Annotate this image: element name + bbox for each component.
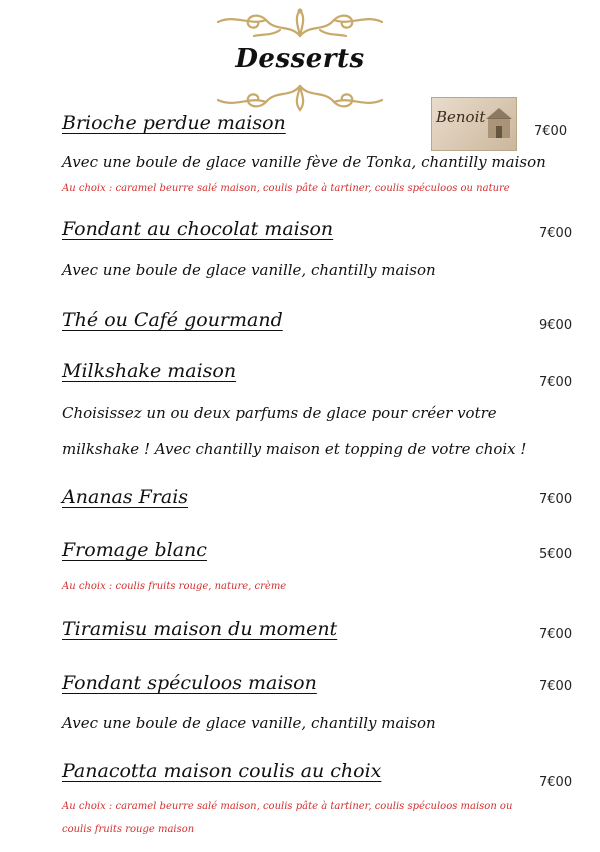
menu-item-choice: Au choix : caramel beurre salé maison, coulis pâte à tartiner, coulis spéculoos maison ou bbox=[62, 801, 513, 812]
menu-item-description: Avec une boule de glace vanille, chantilly maison bbox=[62, 261, 436, 279]
logo-text: Benoit bbox=[436, 108, 486, 126]
menu-item-price: 7€00 bbox=[539, 627, 573, 642]
page-title: Desserts bbox=[235, 44, 365, 74]
house-icon bbox=[485, 106, 513, 140]
menu-item-price: 7€00 bbox=[539, 775, 573, 790]
menu-item-name: Fondant au chocolat maison bbox=[62, 218, 334, 240]
menu-item-price: 7€00 bbox=[534, 124, 568, 139]
menu-item-price: 7€00 bbox=[539, 375, 573, 390]
menu-item-price: 7€00 bbox=[539, 679, 573, 694]
menu-item-description: milkshake ! Avec chantilly maison et topping de votre choix ! bbox=[62, 440, 527, 458]
menu-item-name: Ananas Frais bbox=[62, 486, 189, 508]
menu-item-name: Fondant spéculoos maison bbox=[62, 672, 317, 694]
menu-item-choice: Au choix : caramel beurre salé maison, coulis pâte à tartiner, coulis spéculoos ou nature bbox=[62, 183, 510, 194]
menu-item-name: Milkshake maison bbox=[62, 360, 237, 382]
menu-item-price: 7€00 bbox=[539, 492, 573, 507]
ornament-bottom-icon bbox=[210, 82, 390, 112]
menu-item-description: Choisissez un ou deux parfums de glace pour créer votre bbox=[62, 404, 497, 422]
menu-item-choice: Au choix : coulis fruits rouge, nature, crème bbox=[62, 581, 287, 592]
menu-item-description: Avec une boule de glace vanille, chantilly maison bbox=[62, 714, 436, 732]
menu-item-name: Panacotta maison coulis au choix bbox=[62, 760, 382, 782]
restaurant-logo bbox=[431, 97, 517, 151]
menu-item-price: 7€00 bbox=[539, 226, 573, 241]
menu-item-name: Thé ou Café gourmand bbox=[62, 309, 283, 331]
menu-item-price: 9€00 bbox=[539, 318, 573, 333]
menu-item-name: Tiramisu maison du moment bbox=[62, 618, 338, 640]
menu-item-name: Fromage blanc bbox=[62, 539, 207, 561]
menu-item-price: 5€00 bbox=[539, 547, 573, 562]
ornament-top-icon bbox=[210, 6, 390, 40]
menu-item-choice: coulis fruits rouge maison bbox=[62, 824, 195, 835]
menu-item-description: Avec une boule de glace vanille fève de Tonka, chantilly maison bbox=[62, 153, 546, 171]
menu-item-name: Brioche perdue maison bbox=[62, 112, 286, 134]
